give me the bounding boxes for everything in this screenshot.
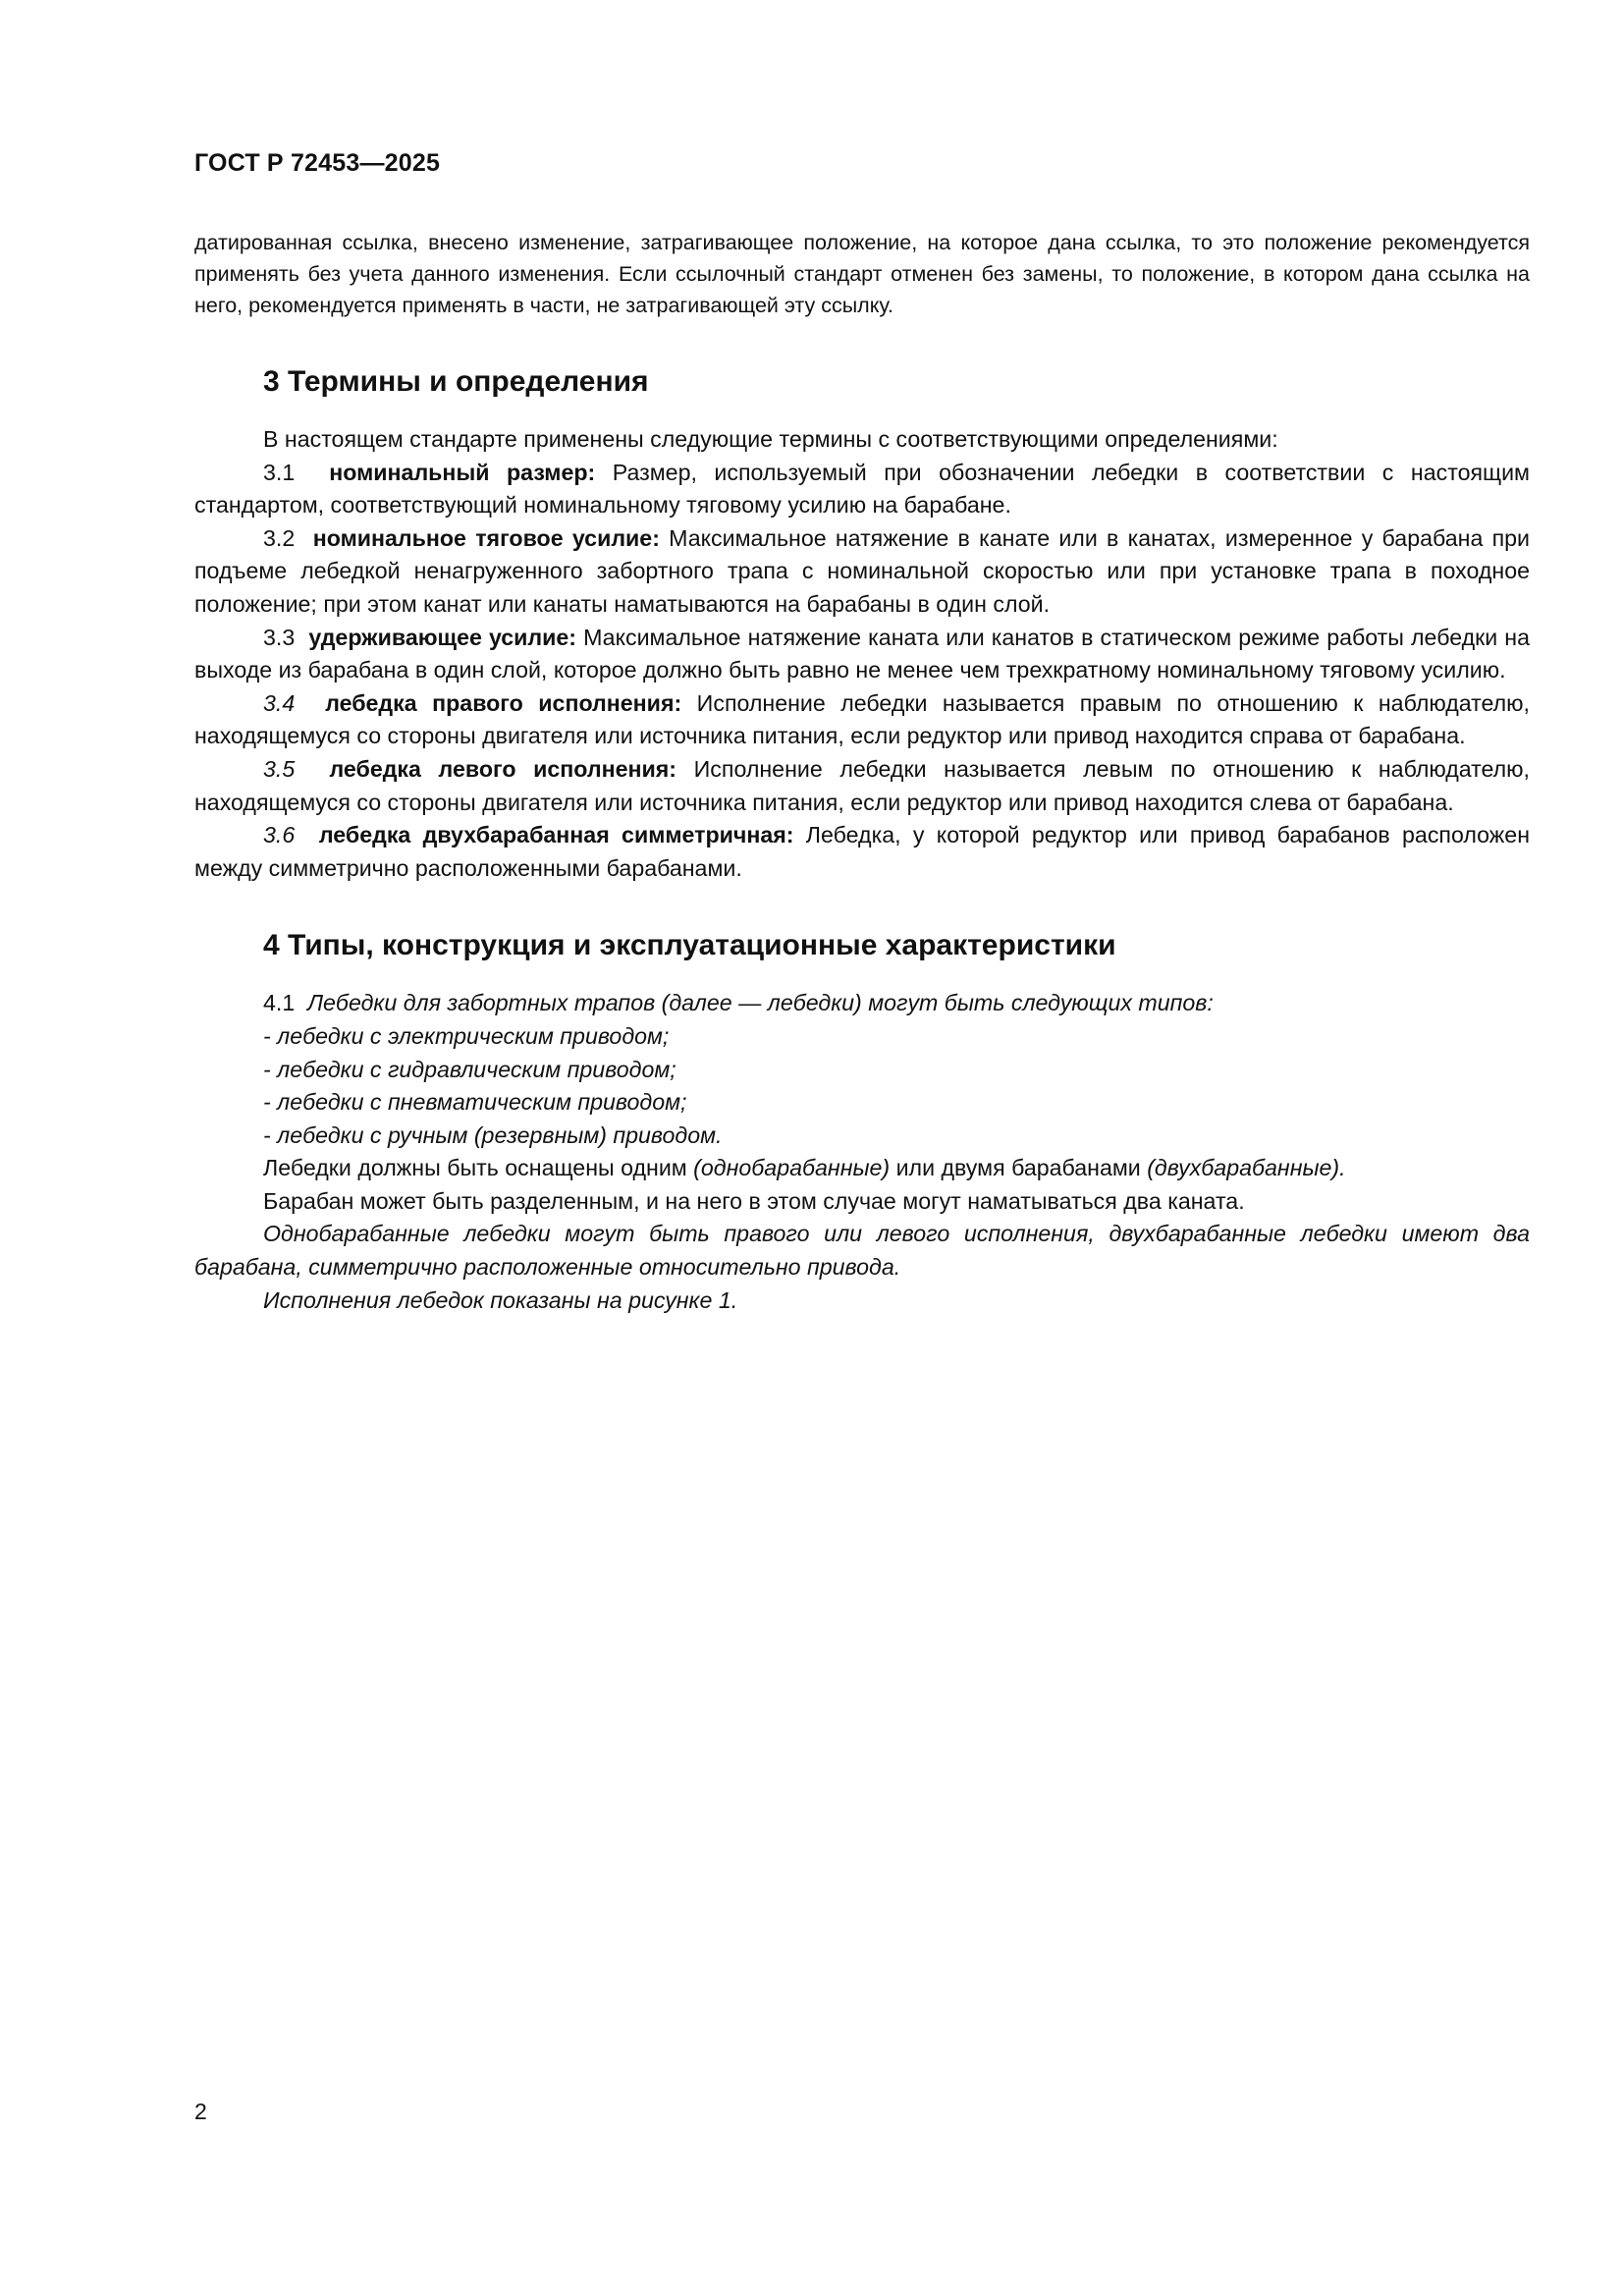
clause-4-1 xyxy=(194,987,1530,1020)
section-4-heading: 4 Типы, конструкция и эксплуатационные характеристики xyxy=(263,929,1116,962)
document-body xyxy=(194,227,1530,1317)
drums-paragraph xyxy=(194,1152,1530,1185)
term-name: удерживающее усилие: xyxy=(308,624,577,650)
term-definition: Максимальное натяжение в канате или в канатах, измеренное у барабана при подъеме лебедкой ненагруженного забортного трапа с номинальной скоростью или при установке трапа в походное положение; при этом канат или канаты наматываются на барабаны в один слой. xyxy=(194,524,1530,617)
term-name: лебедка левого исполнения: xyxy=(329,755,677,782)
term-definition: Исполнение лебедки называется левым по отношению к наблюдателю, находящемуся со стороны двигателя или источника питания, если редуктор или привод находится слева от барабана. xyxy=(194,755,1530,815)
term-number: 3.3 xyxy=(263,624,296,650)
section-3-lead: В настоящем стандарте применены следующие термины с соответствующими определениями: xyxy=(263,426,1278,452)
page-number: 2 xyxy=(194,2099,207,2124)
split-drum-paragraph: Барабан может быть разделенным, и на него в этом случае могут наматываться два каната. xyxy=(263,1187,1245,1214)
term-number: 3.1 xyxy=(263,459,296,485)
term-definition: Лебедка, у которой редуктор или привод барабанов расположен между симметрично расположенными барабанами. xyxy=(194,822,1530,881)
term-definition: Максимальное натяжение каната или канатов в статическом режиме работы лебедки на выходе из барабана в один слой, которое должно быть равно не менее чем трехкратному номинальному тяговому усилию. xyxy=(194,624,1531,683)
drums-text-c: или двумя барабанами xyxy=(890,1155,1148,1181)
execution-paragraph: Однобарабанные лебедки могут быть правого или левого исполнения, двухбарабанные лебедки имеют два барабана, симметрично расположенные относительно привода. xyxy=(194,1221,1530,1281)
section-4-content xyxy=(194,987,1530,1317)
section-3-heading: 3 Термины и определения xyxy=(263,365,649,398)
drums-text-b: (однобарабанные) xyxy=(693,1155,891,1181)
term-3-1 xyxy=(194,457,1530,522)
term-3-6 xyxy=(194,819,1530,885)
term-number: 3.6 xyxy=(263,822,296,848)
term-number: 3.4 xyxy=(263,689,296,716)
term-3-4 xyxy=(194,687,1530,753)
drums-text-a: Лебедки должны быть оснащены одним xyxy=(263,1155,694,1181)
list-item: - лебедки с пневматическим приводом; xyxy=(263,1089,687,1116)
term-name: лебедка правого исполнения: xyxy=(325,689,682,716)
figure-reference: Исполнения лебедок показаны на рисунке 1. xyxy=(263,1286,738,1313)
term-definition: Исполнение лебедки называется правым по отношению к наблюдателю, находящемуся со стороны двигателя или источника питания, если редуктор или привод находится справа от барабана. xyxy=(194,689,1530,749)
clause-text: Лебедки для забортных трапов (далее — лебедки) могут быть следующих типов: xyxy=(307,990,1214,1016)
list-item: - лебедки с электрическим приводом; xyxy=(263,1022,670,1049)
list-item: - лебедки с ручным (резервным) приводом. xyxy=(263,1121,723,1148)
intro-block xyxy=(194,227,1530,321)
term-3-2 xyxy=(194,522,1530,622)
term-number: 3.5 xyxy=(263,755,296,782)
term-number: 3.2 xyxy=(263,524,296,551)
clause-number: 4.1 xyxy=(263,990,296,1016)
term-3-3 xyxy=(194,622,1530,687)
intro-paragraph: датированная ссылка, внесено изменение, затрагивающее положение, на которое дана ссылка, то это положение рекомендуется применять без учета данного изменения. Если ссылочный стандарт отменен без замены, то положение, в котором дана ссылка на него, рекомендуется применять в части, не затрагивающей эту ссылку. xyxy=(194,231,1530,317)
drums-text-d: (двухбарабанные). xyxy=(1147,1155,1346,1181)
section-3-content xyxy=(194,423,1530,885)
list-item: - лебедки с гидравлическим приводом; xyxy=(263,1056,676,1082)
term-name: номинальное тяговое усилие: xyxy=(312,524,660,551)
document-header: ГОСТ Р 72453—2025 xyxy=(194,149,441,177)
term-3-5 xyxy=(194,753,1530,819)
term-definition: Размер, используемый при обозначении лебедки в соответствии с настоящим стандартом, соответствующий номинальному тяговому усилию на барабане. xyxy=(194,459,1530,519)
term-name: номинальный размер: xyxy=(329,459,596,485)
term-name: лебедка двухбарабанная симметричная: xyxy=(318,822,794,848)
